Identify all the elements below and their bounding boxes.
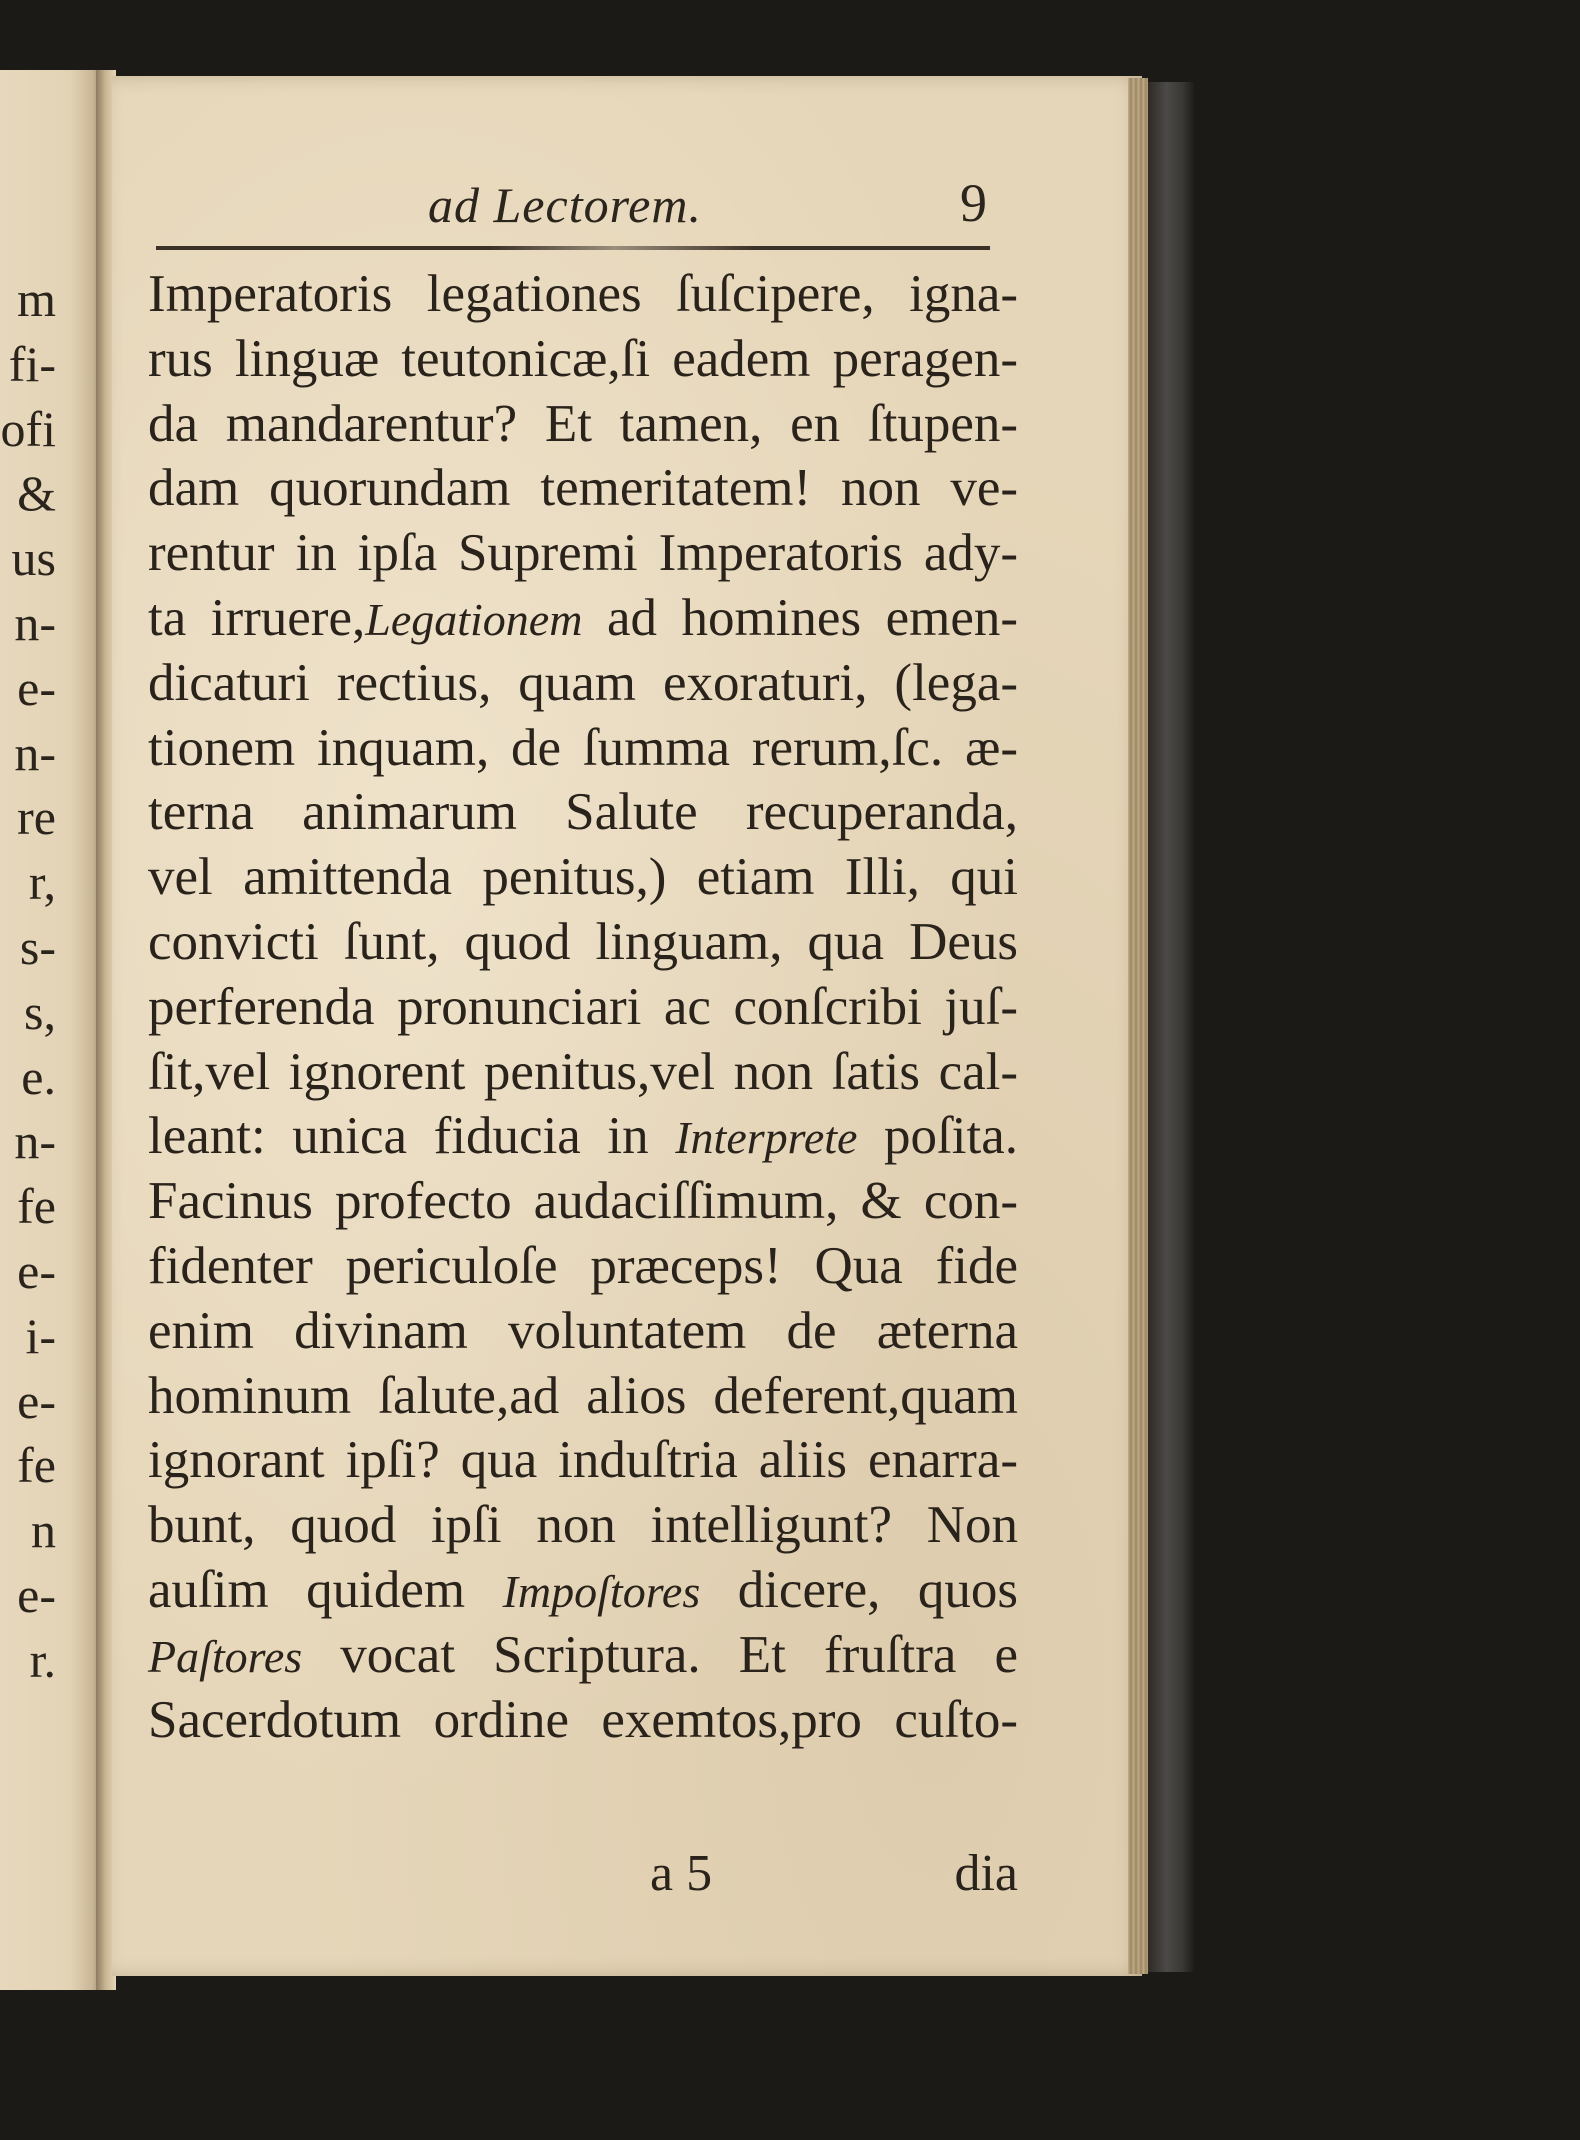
left-page-fragment: ofi — [0, 400, 56, 457]
left-page-fragment: i- — [25, 1307, 56, 1364]
left-page-fragment: n- — [14, 595, 56, 651]
text-line — [148, 1688, 1018, 1753]
text-segment: enim divinam voluntatem de æterna — [148, 1301, 1018, 1360]
left-page-fragment: n — [31, 1502, 56, 1559]
text-line — [148, 1558, 1018, 1623]
text-line — [148, 845, 1018, 910]
text-segment: vel amittenda penitus,) etiam Illi, qui — [148, 848, 1018, 907]
left-page-fragment: e- — [17, 659, 56, 716]
text-line — [148, 1234, 1018, 1299]
text-segment: Sacerdotum ordine exemtos,pro cuſto- — [148, 1690, 1018, 1749]
text-line — [148, 1493, 1018, 1558]
text-segment: vocat Scriptura. Et fruſtra e — [302, 1625, 1018, 1684]
running-title: ad Lectorem. — [428, 177, 702, 233]
left-page-fragment: fe — [17, 1437, 56, 1494]
text-segment: hominum ſalute,ad alios deferent,quam — [148, 1366, 1018, 1425]
text-line — [148, 327, 1018, 392]
left-page-fragment: e- — [17, 1372, 56, 1429]
text-segment: rus linguæ teutonicæ,ſi eadem peragen- — [148, 329, 1018, 388]
left-page-fragment: e. — [21, 1048, 56, 1105]
text-line — [148, 1623, 1018, 1688]
left-page-fragment: r. — [29, 1631, 56, 1688]
text-line — [148, 975, 1018, 1040]
text-segment: terna animarum Salute recuperanda, — [148, 783, 1018, 842]
left-page-edge — [0, 70, 100, 1990]
text-segment: dam quorundam temeritatem! non ve- — [148, 459, 1018, 518]
text-line — [148, 651, 1018, 716]
text-segment: rentur in ipſa Supremi Imperatoris ady- — [148, 524, 1018, 583]
left-page-fragment: fe — [17, 1178, 56, 1235]
text-segment: dicere, quos — [700, 1560, 1018, 1619]
left-page-text-fragments — [0, 70, 60, 1990]
italic-text-segment: Interprete — [675, 1112, 858, 1164]
text-segment: tionem inquam, de ſumma rerum,ſc. æ- — [148, 718, 1018, 777]
text-segment: bunt, quod ipſi non intelligunt? Non — [148, 1496, 1018, 1555]
signature-mark: a 5 — [650, 1845, 713, 1902]
text-line — [148, 780, 1018, 845]
text-segment: auſim quidem — [148, 1560, 503, 1619]
italic-text-segment: Impoſtores — [502, 1565, 701, 1617]
text-line — [148, 392, 1018, 457]
text-segment: ignorant ipſi? qua induſtria aliis enarra- — [148, 1431, 1018, 1490]
left-page-fragment: e- — [17, 1243, 56, 1299]
text-line — [148, 521, 1018, 586]
header-rule — [156, 246, 990, 250]
text-line — [148, 1104, 1018, 1169]
text-line — [148, 910, 1018, 975]
text-line — [148, 456, 1018, 521]
text-segment: poſita. — [857, 1107, 1018, 1166]
left-page-fragment: & — [17, 465, 56, 522]
left-page-fragment: m — [17, 271, 56, 327]
text-segment: perferenda pronunciari ac conſcribi juſ- — [148, 977, 1018, 1036]
left-page-fragment: s- — [19, 919, 56, 975]
left-page-fragment: fi- — [8, 335, 56, 392]
text-line — [148, 262, 1018, 327]
catchword: dia — [954, 1845, 1018, 1902]
text-line — [148, 1428, 1018, 1493]
page-number: 9 — [960, 173, 987, 233]
text-line — [148, 1169, 1018, 1234]
left-page-fragment: s, — [24, 983, 56, 1040]
text-line — [148, 1364, 1018, 1429]
text-line — [148, 586, 1018, 651]
text-line — [148, 716, 1018, 781]
left-page-fragment: n- — [14, 724, 56, 781]
italic-text-segment: Paſtores — [148, 1630, 303, 1682]
italic-text-segment: Legationem — [365, 593, 583, 645]
text-segment: convicti ſunt, quod linguam, qua Deus — [148, 912, 1018, 971]
book-cover-edge — [1148, 82, 1194, 1972]
text-segment: ad homines emen- — [582, 588, 1018, 647]
text-segment: Facinus profecto audaciſſimum, & con- — [148, 1172, 1018, 1231]
left-page-fragment: n- — [14, 1113, 56, 1170]
page-block-edge — [1128, 78, 1148, 1974]
body-text — [148, 262, 1018, 1752]
text-segment: ſit,vel ignorent penitus,vel non ſatis cal- — [148, 1042, 1018, 1101]
text-segment: Imperatoris legationes ſuſcipere, igna- — [148, 265, 1018, 323]
page-footer — [148, 1844, 1018, 1904]
left-page-fragment: us — [11, 530, 56, 587]
left-page-fragment: re — [17, 789, 56, 846]
left-page-fragment: r, — [28, 854, 56, 911]
text-segment: dicaturi rectius, quam exoraturi, (lega- — [148, 653, 1018, 712]
text-line — [148, 1299, 1018, 1364]
left-page-fragment: e- — [17, 1567, 56, 1623]
text-segment: ta irruere, — [148, 588, 366, 647]
text-segment: da mandarentur? Et tamen, en ſtupen- — [148, 394, 1018, 453]
text-line — [148, 1040, 1018, 1105]
text-segment: leant: unica fiducia in — [148, 1107, 676, 1166]
text-segment: fidenter periculoſe præceps! Qua fide — [148, 1236, 1018, 1295]
